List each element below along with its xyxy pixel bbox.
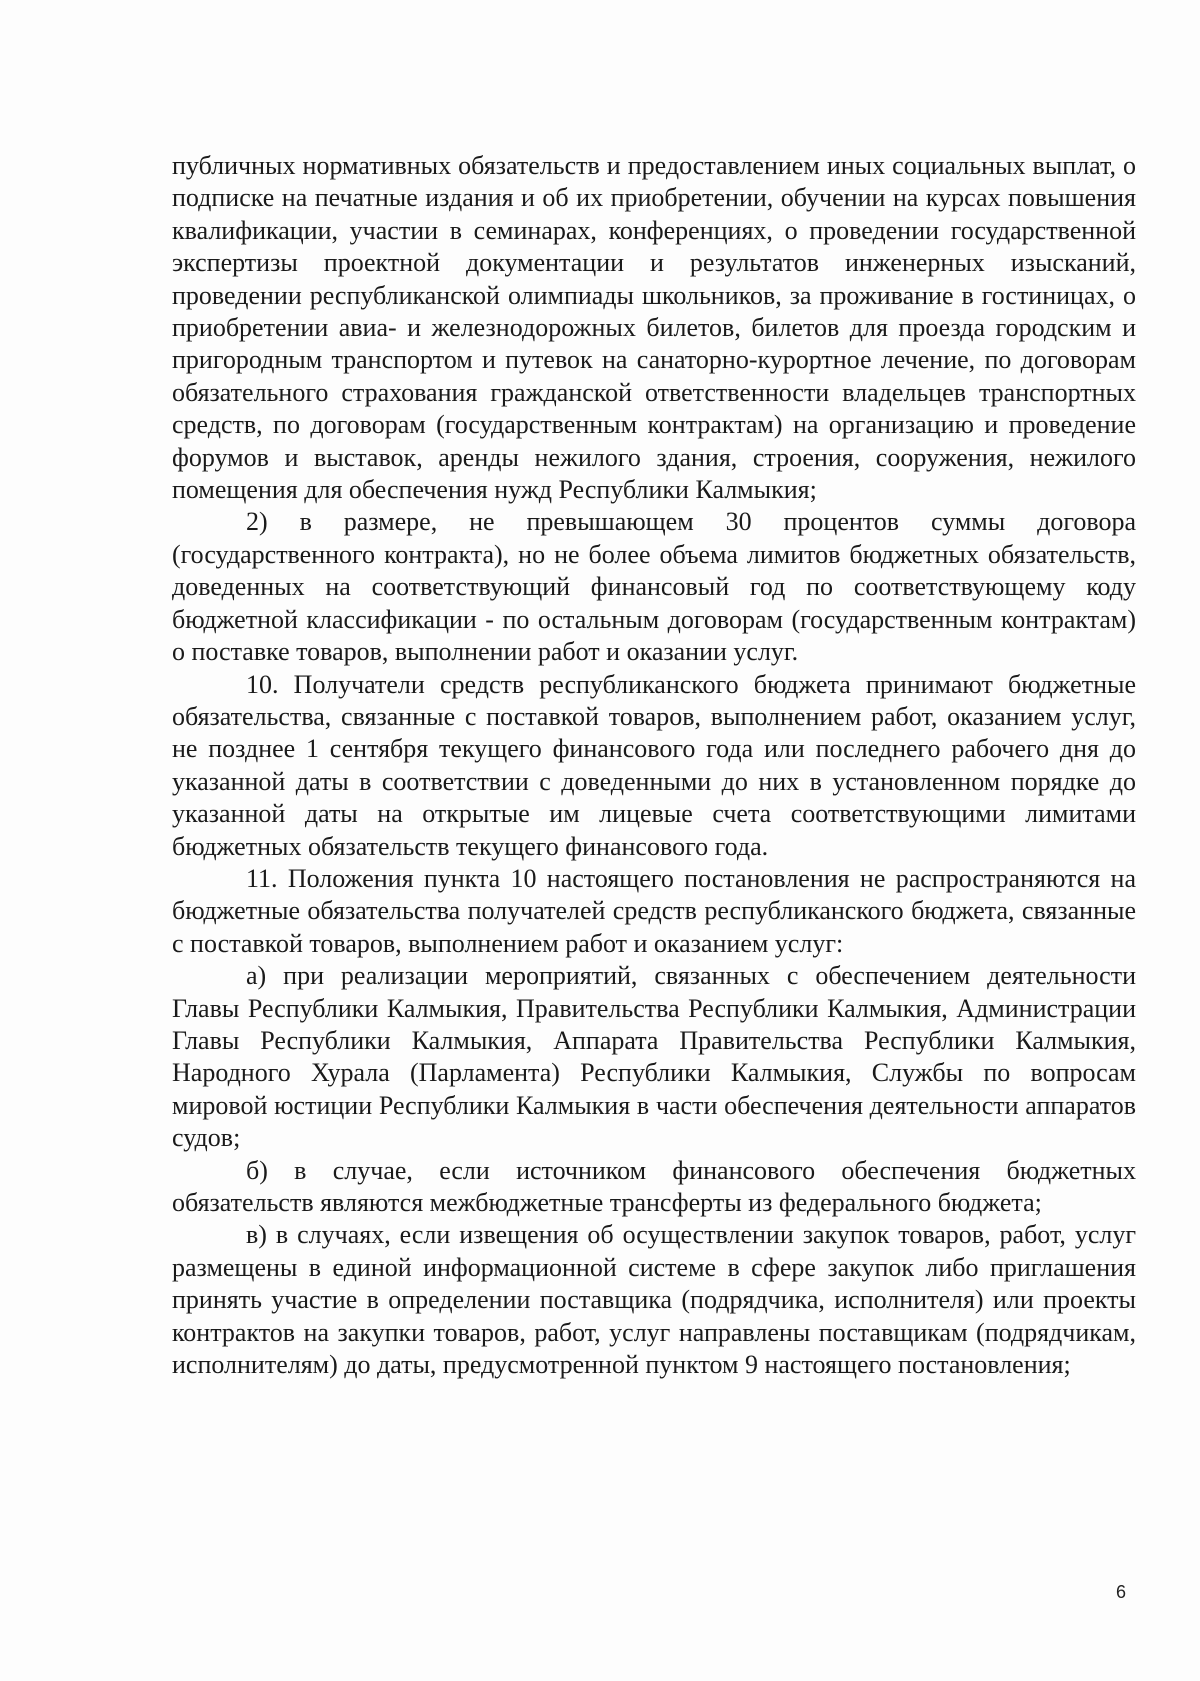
page-number: 6 [1116, 1582, 1127, 1602]
document-body [172, 150, 1136, 1381]
paragraph-sub-v: в) в случаях, если извещения об осуществлении закупок товаров, работ, услуг размещены в единой информационной системе в сфере закупок либо приглашения принять участие в определении поставщика (подрядчика, исполнителя) или проекты контрактов на закупки товаров, работ, услуг направлены поставщикам (подрядчикам, исполнителям) до даты, предусмотренной пунктом 9 настоящего постановления; [172, 1220, 1136, 1380]
paragraph-clause-11: 11. Положения пункта 10 настоящего постановления не распространяются на бюджетные обязательства получателей средств республиканского бюджета, связанные с поставкой товаров, выполнением работ и оказанием услуг: [172, 863, 1136, 958]
paragraph-sub-b: б) в случае, если источником финансового обеспечения бюджетных обязательств являются межбюджетные трансферты из федерального бюджета; [172, 1155, 1136, 1217]
paragraph-continuation: публичных нормативных обязательств и предоставлением иных социальных выплат, о подписке на печатные издания и об их приобретении, обучении на курсах повышения квалификации, участии в семинарах, конференциях, о проведении государственной экспертизы проектной документации и результатов инженерных изысканий, проведении республиканской олимпиады школьников, за проживание в гостиницах, о приобретении авиа- и железнодорожных билетов, билетов для проезда городским и пригородным транспортом и путевок на санаторно-курортное лечение, по договорам обязательного страхования гражданской ответственности владельцев транспортных средств, по договорам (государственным контрактам) на организацию и проведение форумов и выставок, аренды нежилого здания, строения, сооружения, нежилого помещения для обеспечения нужд Республики Калмыкия; [172, 151, 1136, 505]
paragraph-sub-a: а) при реализации мероприятий, связанных с обеспечением деятельности Главы Республики Калмыкия, Правительства Республики Калмыкия, Администрации Главы Республики Калмыкия, Аппарата Правительства Республики Калмыкия, Народного Хурала (Парламента) Республики Калмыкия, Службы по вопросам мировой юстиции Республики Калмыкия в части обеспечения деятельности аппаратов судов; [172, 961, 1136, 1153]
paragraph-clause-10: 10. Получатели средств республиканского бюджета принимают бюджетные обязательства, связанные с поставкой товаров, выполнением работ, оказанием услуг, не позднее 1 сентября текущего финансового года или последнего рабочего дня до указанной даты в соответствии с доведенными до них в установленном порядке до указанной даты на открытые им лицевые счета соответствующими лимитами бюджетных обязательств текущего финансового года. [172, 669, 1136, 861]
paragraph-item-2: 2) в размере, не превышающем 30 процентов суммы договора (государственного контракта), но не более объема лимитов бюджетных обязательств, доведенных на соответствующий финансовый год по соответствующему коду бюджетной классификации - по остальным договорам (государственным контрактам) о поставке товаров, выполнении работ и оказании услуг. [172, 507, 1136, 667]
